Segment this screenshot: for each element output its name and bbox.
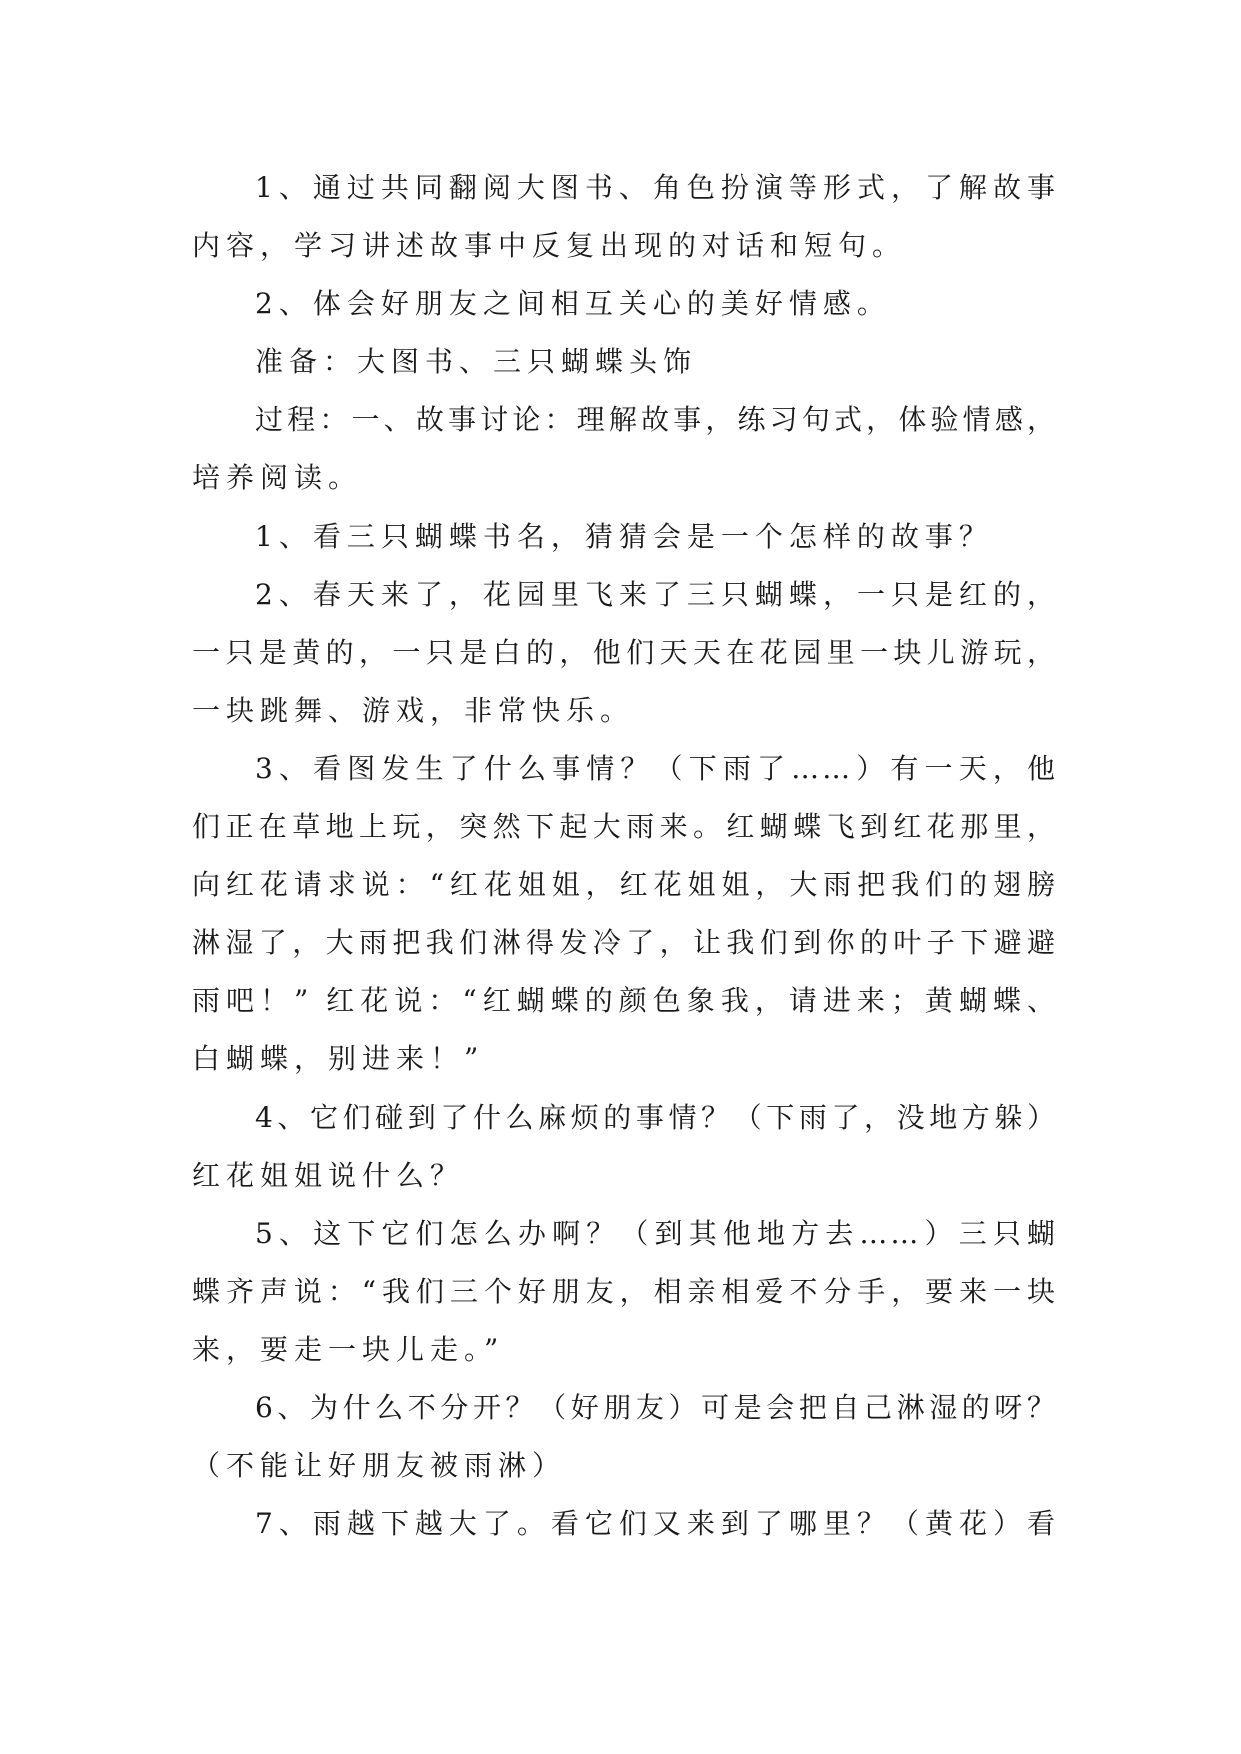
paragraph-preparation <box>192 333 1058 391</box>
text-line: 红花姐姐说什么？ <box>192 1158 465 1192</box>
text-line: 2、体会好朋友之间相互关心的美好情感。 <box>255 287 891 321</box>
text-line: 白蝴蝶，别进来！” <box>192 1042 485 1076</box>
text-line: 内容，学习讲述故事中反复出现的对话和短句。 <box>192 229 907 263</box>
document-body <box>192 159 1058 1553</box>
text-line: 4、它们碰到了什么麻烦的事情？（下雨了，没地方躲） <box>255 1100 1058 1134</box>
text-line: 1、看三只蝴蝶书名，猜猜会是一个怎样的故事？ <box>255 519 993 553</box>
text-line: 培养阅读。 <box>192 461 363 495</box>
paragraph-step-4 <box>192 1089 1058 1205</box>
text-line: 3、看图发生了什么事情？（下雨了……）有一天，他 <box>255 751 1058 785</box>
paragraph-goal-2 <box>192 275 1058 333</box>
text-line: 过程：一、故事讨论：理解故事，练习句式，体验情感， <box>255 403 1058 437</box>
paragraph-step-5 <box>192 1205 1058 1379</box>
text-line: 一块跳舞、游戏，非常快乐。 <box>192 693 635 727</box>
text-line: 一只是黄的，一只是白的，他们天天在花园里一块儿游玩， <box>192 635 1058 669</box>
text-line: 1、通过共同翻阅大图书、角色扮演等形式，了解故事 <box>255 171 1058 204</box>
text-line: 们正在草地上玩，突然下起大雨来。红蝴蝶飞到红花那里， <box>192 810 1058 844</box>
text-line: 向红花请求说：“红花姐姐，红花姐姐，大雨把我们的翅膀 <box>192 868 1058 902</box>
text-line: 来，要走一块儿走。” <box>192 1332 505 1366</box>
text-line: 准备：大图书、三只蝴蝶头饰 <box>255 345 698 379</box>
paragraph-goal-1 <box>192 159 1058 275</box>
text-line: 淋湿了，大雨把我们淋得发冷了，让我们到你的叶子下避避 <box>192 926 1058 960</box>
text-line: 雨吧！” 红花说：“红蝴蝶的颜色象我，请进来；黄蝴蝶、 <box>192 984 1058 1018</box>
paragraph-step-7 <box>192 1495 1058 1553</box>
text-line: 蝶齐声说：“我们三个好朋友，相亲相爱不分手，要来一块 <box>192 1274 1058 1308</box>
paragraph-step-1 <box>192 508 1058 566</box>
text-line: 6、为什么不分开？（好朋友）可是会把自己淋湿的呀？ <box>255 1390 1058 1424</box>
paragraph-step-2 <box>192 566 1058 740</box>
paragraph-step-6 <box>192 1379 1058 1495</box>
paragraph-step-3 <box>192 740 1058 1089</box>
text-line: 2、春天来了，花园里飞来了三只蝴蝶，一只是红的， <box>255 577 1058 611</box>
text-line: （不能让好朋友被雨淋） <box>192 1449 567 1483</box>
paragraph-process <box>192 391 1058 507</box>
text-line: 5、这下它们怎么办啊？（到其他地方去……）三只蝴 <box>255 1216 1058 1250</box>
text-line: 7、雨越下越大了。看它们又来到了哪里？（黄花）看 <box>255 1507 1058 1541</box>
